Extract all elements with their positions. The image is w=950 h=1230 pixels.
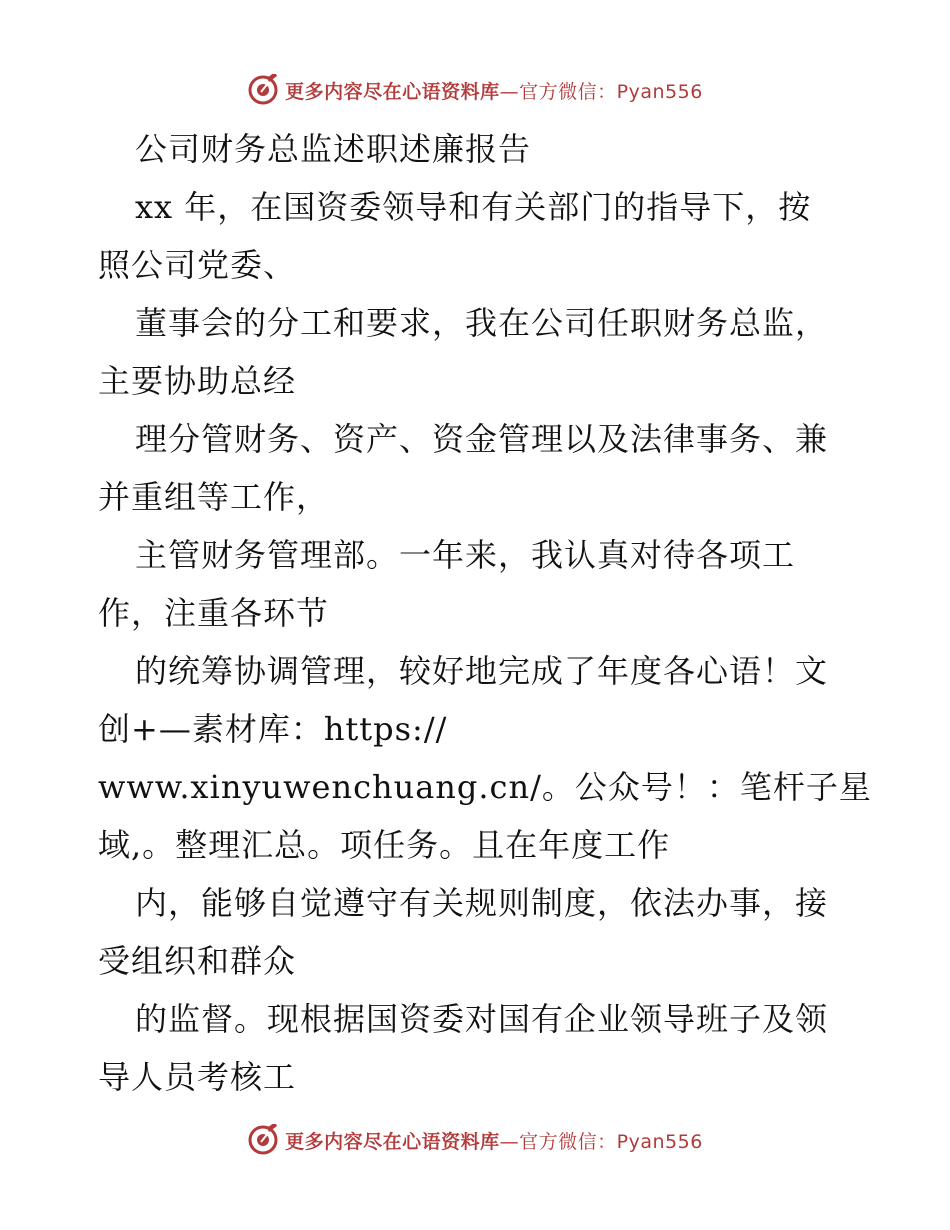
text-line: xx 年，在国资委领导和有关部门的指导下，按 — [135, 188, 812, 226]
banner-wechat: —官方微信：Pyan556 — [499, 1130, 703, 1153]
document-body — [98, 120, 872, 1106]
text-line: 照公司党委、 — [98, 246, 297, 284]
text-line: 创+—素材库：https:// — [98, 710, 448, 748]
banner-wechat: —官方微信：Pyan556 — [499, 80, 703, 103]
text-line: 董事会的分工和要求，我在公司任职财务总监， — [135, 304, 829, 342]
text-line: 的监督。现根据国资委对国有企业领导班子及领 — [135, 1000, 829, 1038]
banner-slogan: 更多内容尽在心语资料库 — [285, 80, 500, 103]
text-line: 内，能够自觉遵守有关规则制度，依法办事，接 — [135, 884, 829, 922]
text-line: 主管财务管理部。一年来，我认真对待各项工 — [135, 536, 796, 574]
text-line: 作，注重各环节 — [98, 594, 330, 632]
text-line: 导人员考核工 — [98, 1058, 297, 1096]
text-line: 并重组等工作， — [98, 478, 330, 516]
text-line: 的统筹协调管理，较好地完成了年度各心语！文 — [135, 652, 829, 690]
text-line: 主要协助总经 — [98, 362, 297, 400]
footer-banner — [0, 1120, 950, 1160]
header-banner — [0, 70, 950, 110]
pen-logo-icon — [247, 74, 279, 106]
footer-banner-text — [285, 1127, 703, 1154]
header-banner-text — [285, 77, 703, 104]
text-line: 理分管财务、资产、资金管理以及法律事务、兼 — [135, 420, 829, 458]
text-line: 受组织和群众 — [98, 942, 297, 980]
document-title: 公司财务总监述职述廉报告 — [135, 130, 532, 168]
text-line: www.xinyuwenchuang.cn/。公众号！：笔杆子星 — [98, 768, 872, 806]
banner-slogan: 更多内容尽在心语资料库 — [285, 1130, 500, 1153]
text-line: 域,。整理汇总。项任务。且在年度工作 — [98, 826, 671, 864]
pen-logo-icon — [247, 1124, 279, 1156]
